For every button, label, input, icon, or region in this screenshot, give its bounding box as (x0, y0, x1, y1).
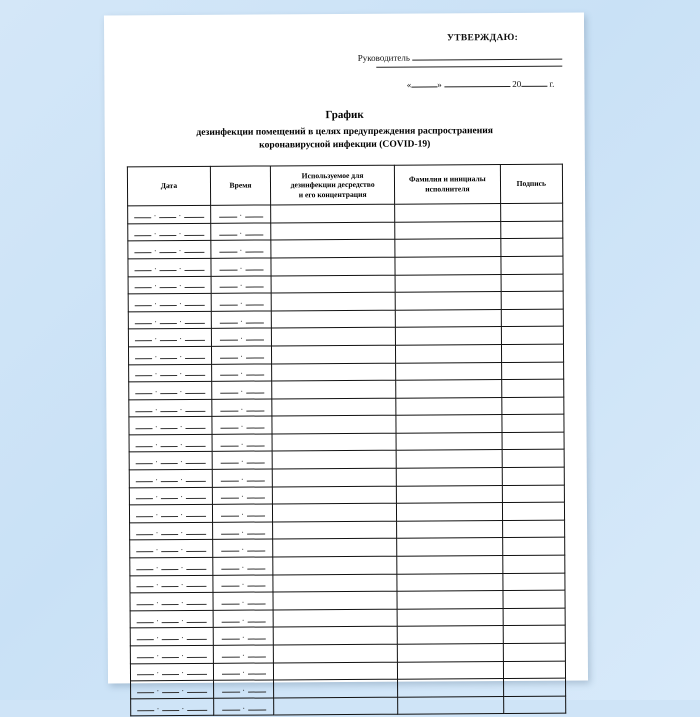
cell-signature[interactable] (502, 485, 564, 503)
cell-signature[interactable] (501, 397, 563, 415)
cell-executor[interactable] (395, 257, 501, 275)
cell-agent[interactable] (272, 363, 396, 381)
cell-executor[interactable] (396, 468, 502, 486)
cell-signature[interactable] (503, 678, 565, 696)
approval-block (126, 33, 562, 92)
cell-executor[interactable] (398, 696, 504, 714)
cell-agent[interactable] (273, 556, 397, 574)
cell-signature[interactable] (500, 239, 562, 257)
cell-executor[interactable] (398, 661, 504, 679)
cell-signature[interactable] (503, 643, 565, 661)
cell-executor[interactable] (395, 204, 501, 222)
cell-date[interactable]: . . (128, 276, 211, 294)
cell-time[interactable]: . (214, 698, 274, 716)
disinfection-log-table (127, 163, 566, 716)
cell-agent[interactable] (271, 275, 395, 293)
cell-signature[interactable] (502, 502, 564, 520)
cell-time[interactable]: . (211, 223, 271, 241)
cell-agent[interactable] (272, 380, 396, 398)
year-prefix: 20 (512, 78, 522, 89)
cell-signature[interactable] (501, 256, 563, 274)
cell-signature[interactable] (501, 362, 563, 380)
cell-executor[interactable] (397, 520, 503, 538)
cell-date[interactable]: . . (129, 381, 212, 399)
cell-time[interactable]: . (212, 504, 272, 522)
table-head (127, 164, 562, 206)
cell-signature[interactable] (503, 590, 565, 608)
month-blank[interactable] (444, 77, 510, 87)
cell-signature[interactable] (503, 608, 565, 626)
cell-signature[interactable] (501, 309, 563, 327)
cell-date[interactable]: . . (130, 575, 213, 593)
cell-time[interactable]: . (211, 258, 271, 276)
cell-agent[interactable] (272, 486, 396, 504)
cell-agent[interactable] (274, 679, 398, 697)
cell-signature[interactable] (502, 450, 564, 468)
cell-date[interactable]: . . (128, 311, 211, 329)
cell-time[interactable]: . (212, 399, 272, 417)
cell-agent[interactable] (273, 627, 397, 645)
cell-signature[interactable] (503, 661, 565, 679)
cell-date[interactable]: . . (128, 293, 211, 311)
cell-time[interactable]: . (211, 328, 271, 346)
cell-date[interactable]: . . (129, 434, 212, 452)
column-header-executor-line1: Фамилия и инициалы (408, 174, 486, 185)
cell-agent[interactable] (274, 662, 398, 680)
approval-date-line (126, 77, 554, 92)
cell-date[interactable]: . . (128, 223, 211, 241)
cell-date[interactable]: . . (129, 399, 212, 417)
cell-date[interactable]: . . (129, 364, 212, 382)
cell-time[interactable]: . (213, 592, 273, 610)
cell-date[interactable]: . . (128, 205, 211, 223)
cell-signature[interactable] (501, 274, 563, 292)
cell-agent[interactable] (272, 468, 396, 486)
cell-agent[interactable] (271, 310, 395, 328)
document-body (126, 32, 566, 711)
date-quote-open: « (406, 79, 412, 90)
date-quote-close: » (437, 79, 442, 90)
cell-time[interactable]: . (211, 293, 271, 311)
column-header-signature: Подпись (500, 164, 563, 204)
cell-agent[interactable] (272, 415, 396, 433)
cell-executor[interactable] (396, 327, 502, 345)
cell-date[interactable]: . . (130, 663, 213, 681)
day-blank[interactable] (411, 77, 437, 87)
cell-date[interactable]: . . (130, 645, 213, 663)
cell-date[interactable]: . . (130, 628, 213, 646)
cell-date[interactable]: . . (130, 610, 213, 628)
cell-executor[interactable] (396, 397, 502, 415)
cell-time[interactable]: . (213, 575, 273, 593)
cell-executor[interactable] (397, 608, 503, 626)
year-blank[interactable] (521, 77, 547, 87)
column-header-agent (271, 165, 395, 205)
cell-time[interactable]: . (211, 363, 271, 381)
cell-time[interactable]: . (211, 205, 271, 223)
year-suffix: г. (549, 78, 555, 89)
cell-executor[interactable] (396, 450, 502, 468)
cell-date[interactable]: . . (131, 681, 214, 699)
cell-executor[interactable] (397, 644, 503, 662)
cell-date[interactable]: . . (130, 557, 213, 575)
cell-executor[interactable] (397, 591, 503, 609)
cell-agent[interactable] (272, 433, 396, 451)
cell-executor[interactable] (397, 626, 503, 644)
cell-date[interactable]: . . (129, 487, 212, 505)
cell-executor[interactable] (395, 221, 501, 239)
column-header-executor (395, 164, 501, 204)
document-page (104, 13, 588, 711)
cell-date[interactable]: . . (130, 522, 213, 540)
cell-signature[interactable] (501, 344, 563, 362)
cell-agent[interactable] (271, 292, 395, 310)
cell-time[interactable]: . (212, 522, 272, 540)
cell-time[interactable]: . (211, 276, 271, 294)
page-subtitle-line1: дезинфекции помещений в целях предупреждения распространения (196, 124, 494, 138)
cell-date[interactable]: . . (128, 329, 211, 347)
cell-date[interactable]: . . (129, 452, 212, 470)
page-title: График (325, 108, 364, 122)
cell-agent[interactable] (273, 609, 397, 627)
cell-time[interactable]: . (212, 381, 272, 399)
page-subtitle-line2: коронавирусной инфекции (COVID-19) (259, 138, 431, 151)
cell-time[interactable]: . (212, 434, 272, 452)
cell-agent[interactable] (271, 240, 395, 258)
cell-agent[interactable] (273, 539, 397, 557)
column-header-agent-line3: и его концентрация (298, 189, 367, 199)
cell-signature[interactable] (502, 555, 564, 573)
cell-time[interactable]: . (213, 645, 273, 663)
column-header-date: Дата (127, 166, 210, 206)
cell-time[interactable]: . (212, 416, 272, 434)
cell-executor[interactable] (397, 573, 503, 591)
cell-signature[interactable] (502, 414, 564, 432)
column-header-executor-line2: исполнителя (425, 184, 470, 194)
cell-date[interactable]: . . (131, 698, 214, 716)
cell-signature[interactable] (502, 538, 564, 556)
cell-time[interactable]: . (211, 311, 271, 329)
cell-signature[interactable] (500, 203, 562, 221)
cell-agent[interactable] (273, 503, 397, 521)
cell-agent[interactable] (273, 574, 397, 592)
cell-agent[interactable] (271, 222, 395, 240)
cell-signature[interactable] (502, 467, 564, 485)
table-row (131, 696, 566, 716)
cell-time[interactable]: . (212, 487, 272, 505)
table-header-row (127, 164, 562, 206)
cell-time[interactable]: . (213, 627, 273, 645)
table-body (128, 203, 566, 716)
cell-signature[interactable] (503, 626, 565, 644)
cell-agent[interactable] (273, 591, 397, 609)
cell-time[interactable]: . (213, 557, 273, 575)
cell-executor[interactable] (395, 274, 501, 292)
column-header-agent-line2: дезинфекции десредство (290, 180, 375, 190)
manager-label: Руководитель (357, 52, 411, 63)
cell-executor[interactable] (396, 344, 502, 362)
cell-date[interactable]: . . (129, 469, 212, 487)
cell-executor[interactable] (397, 538, 503, 556)
cell-executor[interactable] (397, 556, 503, 574)
cell-executor[interactable] (396, 432, 502, 450)
cell-agent[interactable] (271, 204, 395, 222)
cell-executor[interactable] (398, 679, 504, 697)
cell-signature[interactable] (501, 379, 563, 397)
cell-executor[interactable] (395, 239, 501, 257)
cell-date[interactable]: . . (128, 346, 211, 364)
cell-signature[interactable] (500, 221, 562, 239)
cell-executor[interactable] (396, 415, 502, 433)
cell-time[interactable]: . (212, 469, 272, 487)
manager-signature-line (126, 50, 562, 65)
cell-date[interactable]: . . (128, 258, 211, 276)
cell-agent[interactable] (272, 451, 396, 469)
cell-agent[interactable] (272, 328, 396, 346)
cell-agent[interactable] (273, 521, 397, 539)
cell-executor[interactable] (396, 380, 502, 398)
cell-signature[interactable] (501, 326, 563, 344)
cell-signature[interactable] (503, 696, 565, 714)
cell-time[interactable]: . (213, 680, 273, 698)
cell-signature[interactable] (503, 573, 565, 591)
cell-date[interactable]: . . (130, 593, 213, 611)
cell-executor[interactable] (397, 503, 503, 521)
approval-heading: УТВЕРЖДАЮ: (446, 32, 519, 44)
cell-date[interactable]: . . (128, 241, 211, 259)
cell-time[interactable]: . (211, 346, 271, 364)
cell-time[interactable]: . (211, 240, 271, 258)
cell-executor[interactable] (395, 292, 501, 310)
cell-signature[interactable] (501, 291, 563, 309)
cell-signature[interactable] (502, 520, 564, 538)
cell-executor[interactable] (395, 309, 501, 327)
manager-second-rule[interactable] (376, 65, 562, 68)
cell-signature[interactable] (502, 432, 564, 450)
cell-date[interactable]: . . (129, 505, 212, 523)
cell-agent[interactable] (271, 257, 395, 275)
cell-date[interactable]: . . (129, 417, 212, 435)
cell-time[interactable]: . (213, 610, 273, 628)
cell-agent[interactable] (272, 398, 396, 416)
manager-blank[interactable] (412, 50, 562, 61)
column-header-agent-line1: Используемое для (301, 170, 364, 180)
cell-executor[interactable] (396, 485, 502, 503)
cell-agent[interactable] (272, 345, 396, 363)
cell-date[interactable]: . . (130, 540, 213, 558)
cell-executor[interactable] (396, 362, 502, 380)
column-header-time: Время (210, 166, 270, 206)
cell-time[interactable]: . (212, 451, 272, 469)
cell-time[interactable]: . (213, 663, 273, 681)
cell-time[interactable]: . (213, 539, 273, 557)
cell-agent[interactable] (273, 644, 397, 662)
